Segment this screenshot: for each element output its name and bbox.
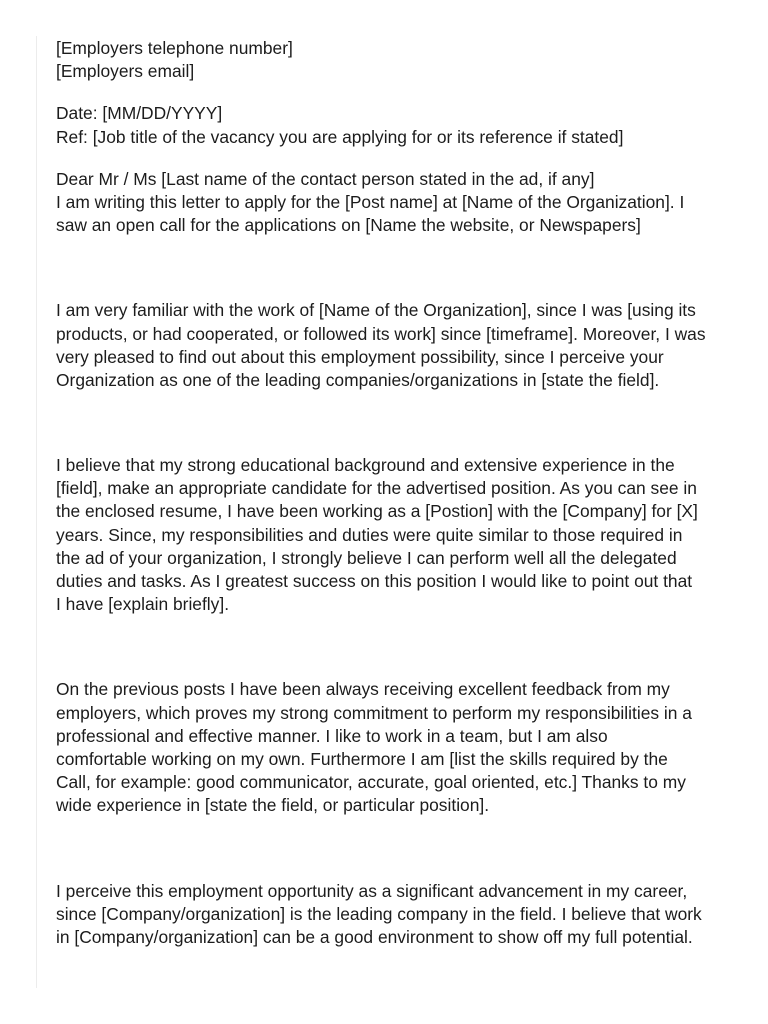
paragraph-line: wide experience in [state the field, or particular position]. xyxy=(56,795,490,816)
intro-line: saw an open call for the applications on [Name the website, or Newspapers] xyxy=(56,215,641,236)
paragraph-line: the enclosed resume, I have been working as a [Postion] with the [Company] for [X] xyxy=(56,501,698,522)
paragraph-familiarity xyxy=(56,299,768,392)
paragraph-line: years. Since, my responsibilities and duties were quite similar to those required in xyxy=(56,524,683,545)
salutation-line: Dear Mr / Ms [Last name of the contact person stated in the ad, if any] xyxy=(56,168,595,189)
employer-phone: [Employers telephone number] xyxy=(56,38,293,58)
paragraph-line: Organization as one of the leading companies/organizations in [state the field]. xyxy=(56,369,660,390)
paragraph-line: Call, for example: good communicator, accurate, goal oriented, etc.] Thanks to my xyxy=(56,772,686,793)
paragraph-line: employers, which proves my strong commitment to perform my responsibilities in a xyxy=(56,702,692,723)
paragraph-line: the ad of your organization, I strongly believe I can perform well all the delegated xyxy=(56,547,677,568)
employer-email: [Employers email] xyxy=(56,61,195,82)
letter-date: Date: [MM/DD/YYYY] xyxy=(56,103,223,124)
paragraph-line: very pleased to find out about this employment possibility, since I perceive your xyxy=(56,346,664,367)
paragraph-line: comfortable working on my own. Furthermore I am [list the skills required by the xyxy=(56,748,668,769)
paragraph-opportunity xyxy=(56,880,768,950)
paragraph-line: in [Company/organization] can be a good environment to show off my full potential. xyxy=(56,926,693,947)
paragraph-line: On the previous posts I have been always receiving excellent feedback from my xyxy=(56,679,670,700)
letter-reference: Ref: [Job title of the vacancy you are applying for or its reference if stated] xyxy=(56,126,624,147)
paragraph-feedback xyxy=(56,678,768,817)
page-margin-rule xyxy=(36,36,37,988)
salutation-block xyxy=(56,168,768,238)
paragraph-line: I perceive this employment opportunity as a significant advancement in my career, xyxy=(56,880,688,901)
paragraph-line: professional and effective manner. I like to work in a team, but I am also xyxy=(56,725,608,746)
paragraph-line: since [Company/organization] is the leading company in the field. I believe that work xyxy=(56,903,702,924)
paragraph-line: I am very familiar with the work of [Name of the Organization], since I was [using its xyxy=(56,300,696,321)
paragraph-line: duties and tasks. As I greatest success on this position I would like to point out that xyxy=(56,571,693,591)
paragraph-line: I believe that my strong educational background and extensive experience in the xyxy=(56,455,675,476)
paragraph-background xyxy=(56,454,768,616)
letter-meta-block xyxy=(56,102,768,148)
cover-letter-body xyxy=(56,37,768,949)
paragraph-line: products, or had cooperated, or followed its work] since [timeframe]. Moreover, I was xyxy=(56,323,706,344)
intro-line: I am writing this letter to apply for the [Post name] at [Name of the Organization]. I xyxy=(56,191,685,212)
paragraph-line: [field], make an appropriate candidate for the advertised position. As you can see in xyxy=(56,478,697,499)
employer-contact-block xyxy=(56,37,768,83)
paragraph-line: I have [explain briefly]. xyxy=(56,594,230,615)
